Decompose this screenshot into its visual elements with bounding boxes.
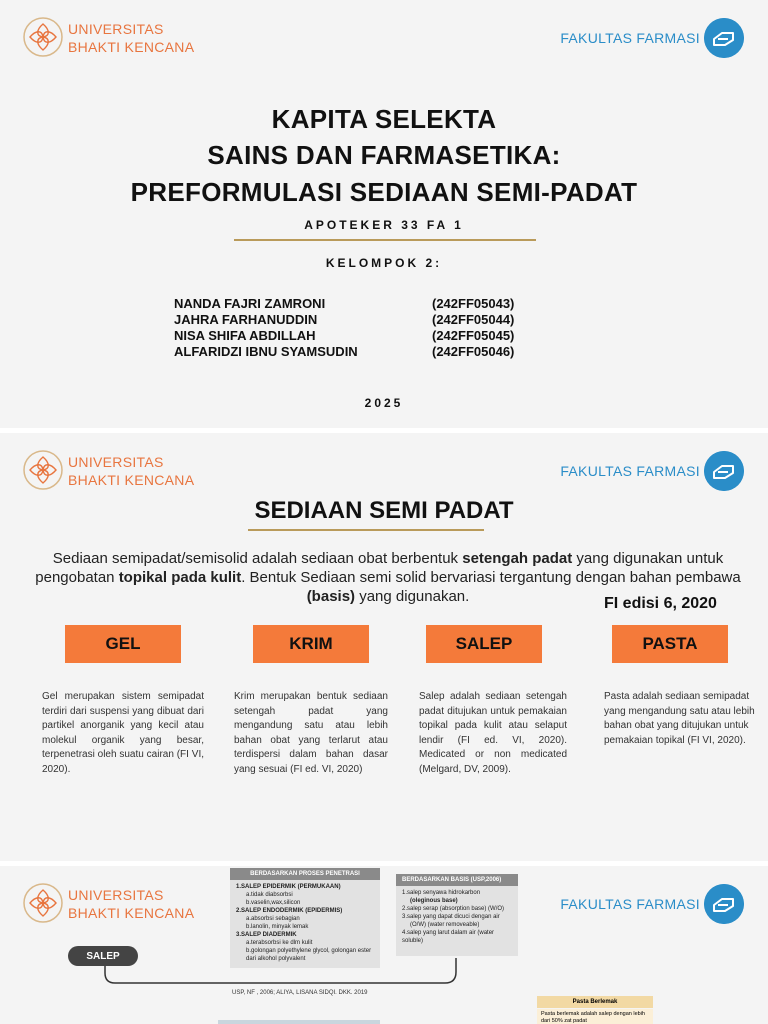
intro-bold: setengah padat: [462, 550, 573, 567]
basis-header: BERDASARKAN BASIS (USP,2006): [396, 874, 518, 886]
penetrasi-list: [230, 880, 380, 968]
faculty-logo-icon: [704, 884, 744, 924]
slide-title: [0, 0, 768, 428]
subtitle: APOTEKER 33 FA 1: [304, 218, 464, 232]
faculty-name: FAKULTAS FARMASI: [560, 30, 700, 46]
citation: USP, NF , 2006; ALIYA, LISANA SIDQI. DKK. 2019: [232, 990, 368, 996]
type-box-salep: SALEP: [426, 625, 542, 663]
penetrasi-item: 1.SALEP EPIDERMIK (PERMUKAAN): [236, 884, 341, 890]
university-logo-icon: [22, 882, 64, 924]
member-name: NISA SHIFA ABDILLAH: [174, 328, 316, 343]
penetrasi-item: b.lanolin, minyak lemak: [246, 924, 309, 930]
member-nim: (242FF05044): [432, 312, 515, 327]
penetrasi-item: b.vaselin,wax,silicon: [246, 900, 301, 906]
university-line1: UNIVERSITAS: [68, 887, 164, 903]
fi-edition-label: FI edisi 6, 2020: [604, 595, 717, 612]
intro-bold: topikal pada kulit: [118, 569, 242, 586]
intro-text: yang digunakan untuk pengobatan: [35, 550, 724, 586]
divider: [248, 529, 484, 531]
type-box-gel: GEL: [65, 625, 181, 663]
desc-salep: Salep adalah sediaan setengah padat ditujukan untuk pemakaian topikal pada kulit atau selaput lendir (FI ed. VI, 2020). Medicated or non medicated (Melgard, DV, 2009).: [419, 691, 567, 775]
partial-box: [218, 1020, 380, 1024]
university-line2: BHAKTI KENCANA: [68, 905, 195, 921]
university-logo-icon: [22, 449, 64, 491]
basis-list: [396, 886, 518, 956]
penetrasi-header: BERDASARKAN PROSES PENETRASI: [230, 868, 380, 880]
slide-sediaan: [0, 433, 768, 861]
penetrasi-item: 2.SALEP ENDODERMIK (EPIDERMIS): [236, 908, 343, 914]
pasta-berlemak-body: Pasta berlemak adalah salep dengan lebih dari 50% zat padat: [537, 1009, 653, 1024]
title-line-3: PREFORMULASI SEDIAAN SEMI-PADAT: [130, 177, 638, 207]
penetrasi-item: a.tidak diabsorbsi: [246, 892, 293, 898]
faculty-name: FAKULTAS FARMASI: [560, 896, 700, 912]
desc-gel: Gel merupakan sistem semipadat terdiri dari suspensi yang dibuat dari partikel anorganik yang kecil atau molekul organik yang besar, terpenetrasi oleh suatu cairan (FI VI, 2020).: [42, 691, 204, 775]
type-box-krim: KRIM: [253, 625, 369, 663]
member-nim: (242FF05046): [432, 344, 515, 359]
basis-item: (oleginous base): [410, 898, 458, 904]
year: 2025: [364, 396, 404, 410]
pasta-berlemak-header: Pasta Berlemak: [537, 996, 653, 1008]
basis-item: 4.salep yang larut dalam air (water soluble): [402, 930, 495, 944]
member-name: ALFARIDZI IBNU SYAMSUDIN: [174, 344, 358, 359]
university-line2: BHAKTI KENCANA: [68, 472, 195, 488]
title-line-1: KAPITA SELEKTA: [271, 104, 497, 134]
basis-item: 1.salep senyawa hidrokarbon: [402, 890, 481, 896]
salep-pill: SALEP: [68, 946, 138, 966]
penetrasi-item: 3.SALEP DIADERMIK: [236, 932, 297, 938]
university-line1: UNIVERSITAS: [68, 21, 164, 37]
group-label: KELOMPOK 2:: [325, 256, 443, 270]
basis-item: 3.salep yang dapat dicuci dengan air: [402, 914, 500, 920]
university-name: [68, 886, 194, 922]
member-name: JAHRA FARHANUDDIN: [174, 312, 318, 327]
desc-krim: Krim merupakan bentuk sediaan setengah padat yang mengandung satu atau lebih bahan obat yang terlarut atau terdispersi dalam bahan dasar yang sesuai (FI ed. VI, 2020): [234, 691, 388, 775]
intro-text: . Bentuk Sediaan semi solid bervariasi tergantung dengan bahan pembawa: [241, 569, 741, 586]
title-line-2: SAINS DAN FARMASETIKA:: [207, 140, 561, 170]
penetrasi-item: a.terabsorbsi ke dlm kulit: [246, 940, 313, 946]
member-nim: (242FF05043): [432, 296, 515, 311]
slide-title: SEDIAAN SEMI PADAT: [254, 497, 514, 524]
university-name: [68, 453, 194, 489]
desc-pasta: Pasta adalah sediaan semipadat yang mengandung satu atau lebih bahan obat yang ditujukan untuk pemakaian topikal (FI VI, 2020).: [604, 691, 755, 746]
basis-item: 2.salep serap (absorption base) (W/O): [402, 906, 505, 912]
intro-text: yang digunakan.: [355, 588, 470, 605]
intro-text: Sediaan semipadat/semisolid adalah sediaan obat berbentuk: [52, 550, 463, 567]
faculty-logo-icon: [704, 18, 744, 58]
divider: [234, 239, 536, 241]
faculty-logo-icon: [704, 451, 744, 491]
basis-item: (O/W) (water removeable): [410, 922, 480, 928]
slide-salep: [0, 866, 768, 1024]
type-box-pasta: PASTA: [612, 625, 728, 663]
university-line1: UNIVERSITAS: [68, 454, 164, 470]
penetrasi-item: a.absorbsi sebagian: [246, 916, 300, 922]
university-line2: BHAKTI KENCANA: [68, 39, 195, 55]
member-nim: (242FF05045): [432, 328, 515, 343]
university-name: [68, 20, 194, 56]
intro-bold: (basis): [306, 588, 356, 605]
penetrasi-item: b.golongan polyethylene glycol, golongan ester dari alkohol polyvalent: [246, 948, 372, 962]
member-name: NANDA FAJRI ZAMRONI: [174, 296, 326, 311]
university-logo-icon: [22, 16, 64, 58]
faculty-name: FAKULTAS FARMASI: [560, 463, 700, 479]
